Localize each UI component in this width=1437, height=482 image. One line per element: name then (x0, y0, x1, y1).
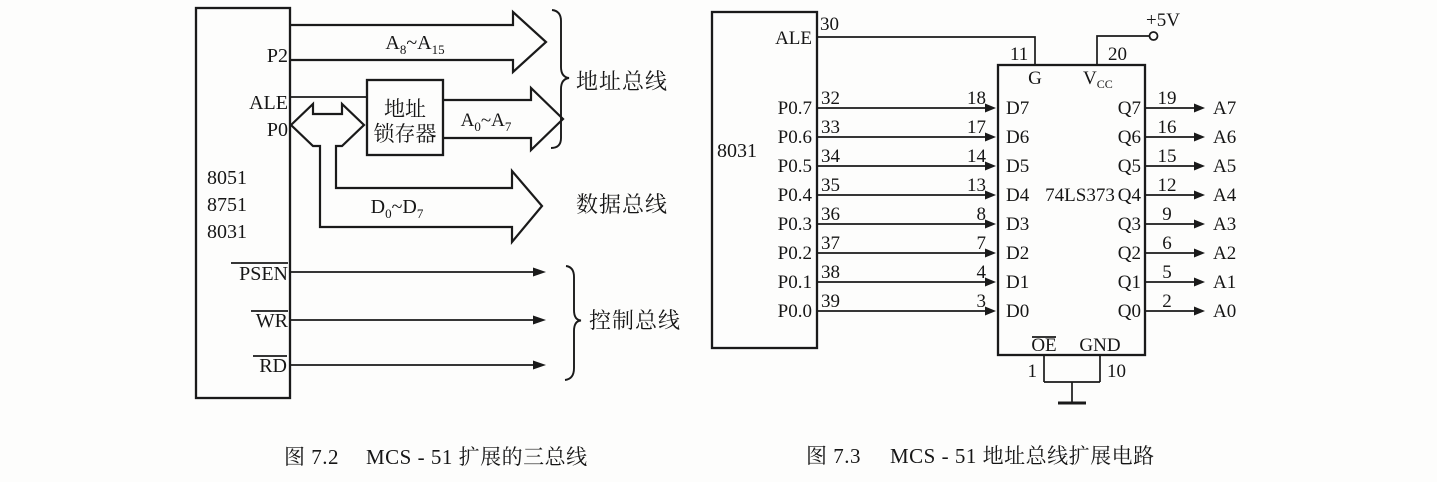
a-label: A4 (1213, 185, 1237, 206)
a-label: A6 (1213, 127, 1237, 148)
arrowhead (1194, 133, 1205, 142)
port-label: P0.3 (777, 214, 812, 235)
q-pin-number: 12 (1157, 175, 1177, 196)
port-label: P0.1 (777, 272, 812, 293)
latch-74ls373-label: 74LS373 (1045, 185, 1115, 206)
mcu-8031-box (712, 12, 817, 348)
mcu-pin-label-wr: WR (255, 310, 288, 332)
bus-label-a8-a15: $A_8\sim A_{15}$ (385, 32, 445, 57)
d-label: D3 (1006, 214, 1030, 235)
a-label: A7 (1213, 98, 1237, 119)
power-terminal-circle (1150, 32, 1158, 40)
g-pin-number: 11 (1010, 44, 1029, 65)
oe-pin-number: 1 (1027, 361, 1037, 382)
q-label: Q2 (1117, 243, 1141, 264)
arrowhead (1194, 307, 1205, 316)
q-pin-number: 2 (1162, 291, 1172, 312)
port-pin-number: 36 (821, 204, 840, 225)
signal-row (778, 204, 1237, 235)
d-pin-number: 13 (967, 175, 986, 196)
q-label: Q5 (1117, 156, 1141, 177)
pin-label-ale: ALE (775, 28, 812, 49)
a-label: A1 (1213, 272, 1237, 293)
port-label: P0.6 (777, 127, 812, 148)
d-pin-number: 4 (976, 262, 986, 283)
arrowhead (1194, 220, 1205, 229)
signal-row (778, 233, 1237, 264)
mcu-pin-label-rd: RD (259, 355, 287, 377)
port-pin-number: 38 (821, 262, 840, 283)
ale-to-g-wire (817, 37, 1035, 65)
arrowhead (533, 316, 546, 325)
figure-7-3 (712, 10, 1237, 468)
q-pin-number: 16 (1157, 117, 1177, 138)
mcu-model-8031: 8031 (207, 221, 247, 243)
q-pin-number: 6 (1162, 233, 1172, 254)
port-label: P0.4 (777, 185, 812, 206)
d-label: D7 (1006, 98, 1030, 119)
d-pin-number: 7 (976, 233, 986, 254)
caption-fig-7-2-number: 图 7.2 (284, 445, 339, 469)
d-pin-number: 14 (967, 146, 986, 167)
mcu-model-8051: 8051 (207, 167, 247, 189)
arrowhead (985, 278, 996, 287)
ground-wires (1044, 355, 1100, 402)
port-pin-number: 34 (821, 146, 840, 167)
signal-row (778, 146, 1237, 177)
arrowhead (985, 307, 996, 316)
mcu-pin-label-ale: ALE (249, 92, 288, 114)
signal-row (778, 117, 1237, 148)
port-label: P0.7 (777, 98, 812, 119)
q-pin-number: 19 (1157, 88, 1177, 109)
q-label: Q6 (1117, 127, 1141, 148)
mcu-pin-label-p0: P0 (266, 119, 288, 141)
control-bus-brace (565, 266, 581, 380)
caption-fig-7-3-number: 图 7.3 (806, 444, 861, 468)
q-pin-number: 9 (1162, 204, 1172, 225)
port-pin-number: 37 (821, 233, 840, 254)
arrowhead (985, 162, 996, 171)
arrowhead (985, 249, 996, 258)
arrowhead (1194, 191, 1205, 200)
mcu-pin-label-psen: PSEN (239, 263, 288, 285)
a-label: A2 (1213, 243, 1237, 264)
arrowhead (985, 191, 996, 200)
pin-label-oe: OE (1031, 335, 1057, 356)
arrowhead (985, 133, 996, 142)
pin-label-gnd: GND (1079, 335, 1121, 356)
ale-pin-number: 30 (820, 14, 839, 35)
d-pin-number: 17 (967, 117, 986, 138)
power-label-5v: +5V (1146, 10, 1180, 31)
arrowhead (533, 361, 546, 370)
label-control-bus: 控制总线 (589, 308, 682, 333)
port-label: P0.5 (777, 156, 812, 177)
d-label: D1 (1006, 272, 1030, 293)
d-pin-number: 3 (976, 291, 986, 312)
q-label: Q4 (1117, 185, 1141, 206)
arrowhead (1194, 278, 1205, 287)
q-label: Q7 (1117, 98, 1141, 119)
d-pin-number: 18 (967, 88, 986, 109)
label-data-bus: 数据总线 (576, 192, 669, 217)
a-label: A5 (1213, 156, 1237, 177)
arrowhead (985, 220, 996, 229)
caption-fig-7-2-title: MCS - 51 扩展的三总线 (366, 445, 588, 469)
d-label: D0 (1006, 301, 1030, 322)
port-pin-number: 33 (821, 117, 840, 138)
d-label: D4 (1006, 185, 1030, 206)
port-pin-number: 39 (821, 291, 840, 312)
d-label: D6 (1006, 127, 1030, 148)
mcu-8031-label: 8031 (717, 140, 757, 162)
arrowhead (533, 268, 546, 277)
d-label: D2 (1006, 243, 1030, 264)
arrowhead (1194, 162, 1205, 171)
bus-label-d0-d7: $D_0\sim D_7$ (370, 196, 424, 221)
mcu-pin-label-p2: P2 (266, 45, 288, 67)
address-latch-label-line1: 地址 (384, 97, 426, 121)
arrowhead (985, 104, 996, 113)
label-address-bus: 地址总线 (576, 69, 669, 94)
q-pin-number: 15 (1157, 146, 1177, 167)
signal-row (778, 175, 1237, 206)
caption-fig-7-3-title: MCS - 51 地址总线扩展电路 (890, 444, 1155, 468)
signal-row (778, 88, 1237, 119)
address-latch-label-line2: 锁存器 (373, 122, 437, 146)
arrowhead (1194, 104, 1205, 113)
port-label: P0.0 (777, 301, 812, 322)
pin-label-g: G (1028, 68, 1042, 89)
q-label: Q3 (1117, 214, 1141, 235)
a-label: A3 (1213, 214, 1237, 235)
bus-label-a0-a7: $A_0\sim A_7$ (460, 110, 512, 134)
signal-row (778, 262, 1237, 293)
arrowhead (1194, 249, 1205, 258)
d-label: D5 (1006, 156, 1030, 177)
a-label: A0 (1213, 301, 1237, 322)
figure-7-2 (196, 8, 681, 469)
port-pin-number: 32 (821, 88, 840, 109)
port-pin-number: 35 (821, 175, 840, 196)
gnd-pin-number: 10 (1107, 361, 1126, 382)
q-label: Q0 (1117, 301, 1141, 322)
vcc-pin-number: 20 (1108, 44, 1127, 65)
q-pin-number: 5 (1162, 262, 1172, 283)
pin-label-vcc: $V_{CC}$ (1083, 68, 1113, 91)
mcu-model-8751: 8751 (207, 194, 247, 216)
port-label: P0.2 (777, 243, 812, 264)
signal-row (778, 291, 1237, 322)
d-pin-number: 8 (976, 204, 986, 225)
q-label: Q1 (1117, 272, 1141, 293)
